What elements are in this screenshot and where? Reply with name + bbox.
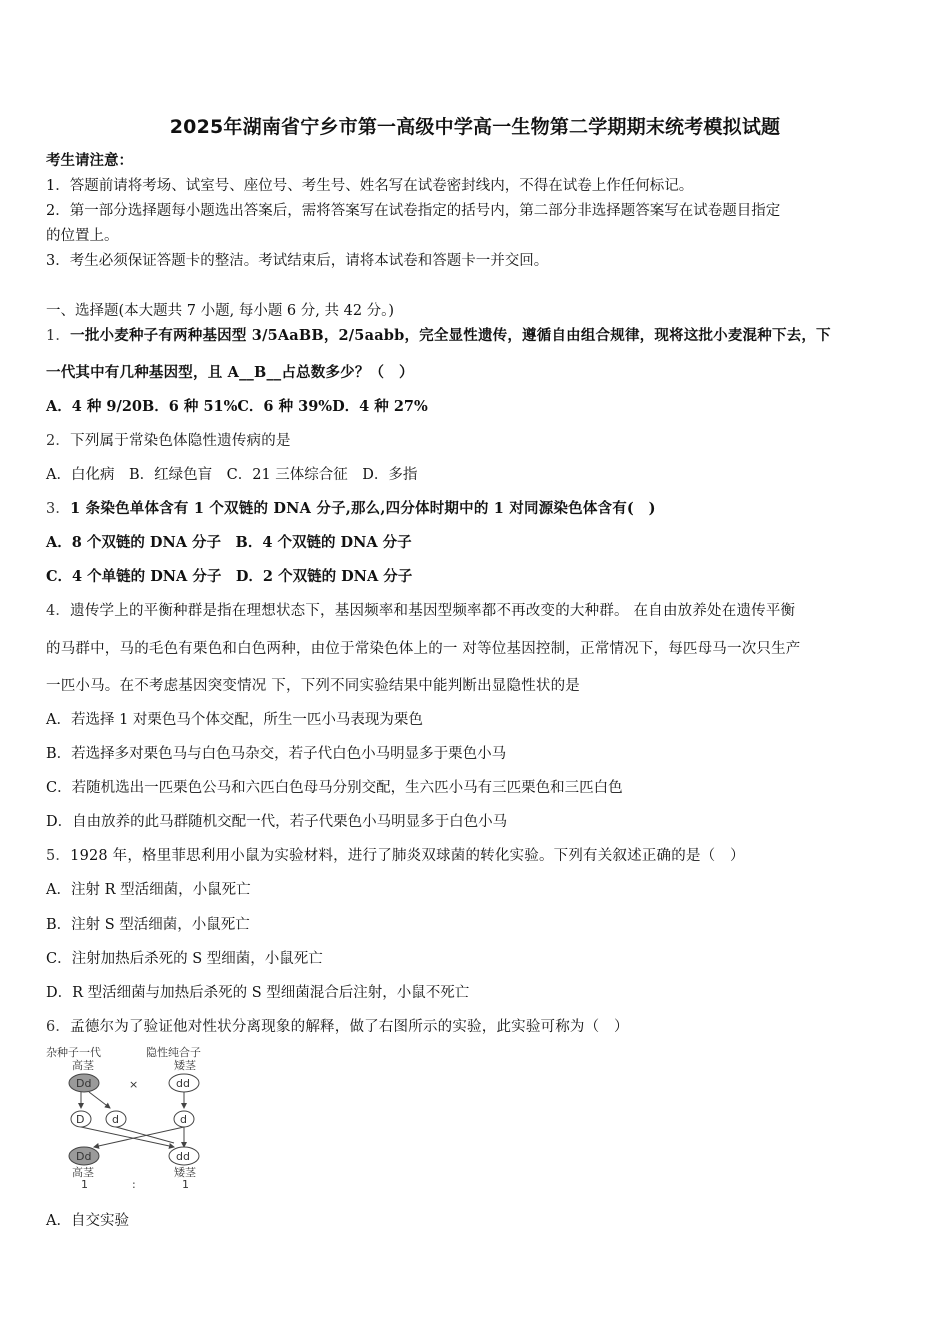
question-5-option-c: C．注射加热后杀死的 S 型细菌，小鼠死亡: [46, 951, 323, 967]
section-heading: 一、选择题(本大题共 7 小题, 每小题 6 分, 共 42 分。): [46, 303, 395, 319]
label-tall-parent: 高茎: [72, 1059, 94, 1072]
question-4: [46, 601, 795, 621]
ratio-right: 1: [182, 1178, 189, 1190]
question-6-option-a: A．自交实验: [46, 1213, 129, 1229]
question-5: [46, 846, 745, 866]
arrow-d-to-offspring: [94, 1127, 184, 1147]
question-3-options-cd: C．4 个单链的 DNA 分子 D．2 个双链的 DNA 分子: [46, 568, 413, 585]
question-5-option-a: A．注射 R 型活细菌，小鼠死亡: [46, 882, 251, 898]
question-4-option-d: D．自由放养的此马群随机交配一代，若子代栗色小马明显多于白色小马: [46, 814, 508, 830]
question-4-stem: 遗传学上的平衡种群是指在理想状态下，基因频率和基因型频率都不再改变的大种群。 在自由放养处在遗传平衡: [70, 603, 796, 619]
label-tall-offspring: 高茎: [72, 1166, 94, 1179]
notice-item-1: 1．答题前请将考场、试室号、座位号、考生号、姓名写在试卷密封线内，不得在试卷上作任何标记。: [46, 178, 694, 194]
question-6: [46, 1017, 629, 1037]
offspring-Dd-text: Dd: [76, 1150, 92, 1163]
label-recessive-homozygote: 隐性纯合子: [146, 1046, 201, 1059]
question-4-stem-cont-1: 的马群中，马的毛色有栗色和白色两种，由位于常染色体上的一 对等位基因控制，正常情况下，每匹母马一次只生产: [46, 641, 801, 657]
question-5-option-d: D．R 型活细菌与加热后杀死的 S 型细菌混合后注射，小鼠不死亡: [46, 985, 470, 1001]
question-2-number: 2．: [46, 433, 71, 449]
page-title: 2025年湖南省宁乡市第一高级中学高一生物第二学期期末统考模拟试题: [169, 116, 781, 138]
notice-item-2: 2．第一部分选择题每小题选出答案后，需将答案写在试卷指定的括号内，第二部分非选择题答案写在试卷题目指定: [46, 203, 781, 219]
question-5-option-b: B．注射 S 型活细菌，小鼠死亡: [46, 917, 250, 933]
notice-item-2-cont: 的位置上。: [46, 228, 119, 244]
question-3-options-ab: A．8 个双链的 DNA 分子 B．4 个双链的 DNA 分子: [46, 534, 412, 551]
question-4-option-c: C．若随机选出一匹栗色公马和六匹白色母马分别交配，生六匹小马有三匹栗色和三匹白色: [46, 780, 623, 796]
question-1: [46, 326, 831, 346]
question-2-stem: 下列属于常染色体隐性遗传病的是: [70, 433, 291, 449]
gamete-d-left-text: d: [112, 1113, 119, 1126]
notice-heading: 考生请注意：: [46, 152, 133, 169]
arrow-to-d-left: [89, 1092, 110, 1108]
question-1-stem-cont: 一代其中有几种基因型，且 A__B__占总数多少？（ ）: [46, 364, 414, 381]
question-6-number: 6．: [46, 1019, 71, 1035]
cross-symbol: ×: [129, 1078, 139, 1091]
question-5-number: 5．: [46, 848, 71, 864]
question-4-option-a: A．若选择 1 对栗色马个体交配，所生一匹小马表现为栗色: [46, 712, 423, 728]
parent-dd-text: dd: [176, 1077, 190, 1090]
question-1-options: A．4 种 9/20B．6 种 51%C．6 种 39%D．4 种 27%: [46, 398, 428, 415]
label-short-offspring: 矮茎: [174, 1166, 196, 1179]
test-cross-diagram: [44, 1044, 228, 1190]
gamete-D-text: D: [76, 1113, 85, 1126]
question-1-stem: 一批小麦种子有两种基因型 3/5AaBB，2/5aabb，完全显性遗传，遵循自由组合规律，现将这批小麦混种下去，下: [70, 327, 831, 344]
parent-Dd-text: Dd: [76, 1077, 92, 1090]
ratio-left: 1: [81, 1178, 88, 1190]
question-3: [46, 499, 656, 519]
question-6-stem: 孟德尔为了验证他对性状分离现象的解释，做了右图所示的实验，此实验可称为（ ）: [70, 1019, 629, 1035]
gamete-d-right-text: d: [180, 1113, 187, 1126]
notice-item-3: 3．考生必须保证答题卡的整洁。考试结束后，请将本试卷和答题卡一并交回。: [46, 253, 549, 269]
ratio-colon: :: [132, 1178, 136, 1190]
question-4-option-b: B．若选择多对栗色马与白色马杂交，若子代白色小马明显多于栗色小马: [46, 746, 507, 762]
question-2: [46, 431, 291, 451]
question-5-stem: 1928 年，格里菲思利用小鼠为实验材料，进行了肺炎双球菌的转化实验。下列有关叙述正确的是（ ）: [70, 848, 745, 864]
question-4-stem-cont-2: 一匹小马。在不考虑基因突变情况 下，下列不同实验结果中能判断出显隐性状的是: [46, 678, 581, 694]
question-1-number: 1．: [46, 328, 71, 344]
label-hybrid-f1: 杂种子一代: [46, 1046, 101, 1059]
question-4-number: 4．: [46, 603, 71, 619]
offspring-dd-text: dd: [176, 1150, 190, 1163]
question-2-options: A．白化病 B．红绿色盲 C．21 三体综合征 D．多指: [46, 467, 418, 483]
question-3-stem: 1 条染色单体含有 1 个双链的 DNA 分子,那么,四分体时期中的 1 对同源染色体含有( ): [70, 500, 656, 517]
question-3-number: 3．: [46, 501, 71, 517]
label-short-parent: 矮茎: [174, 1059, 196, 1072]
